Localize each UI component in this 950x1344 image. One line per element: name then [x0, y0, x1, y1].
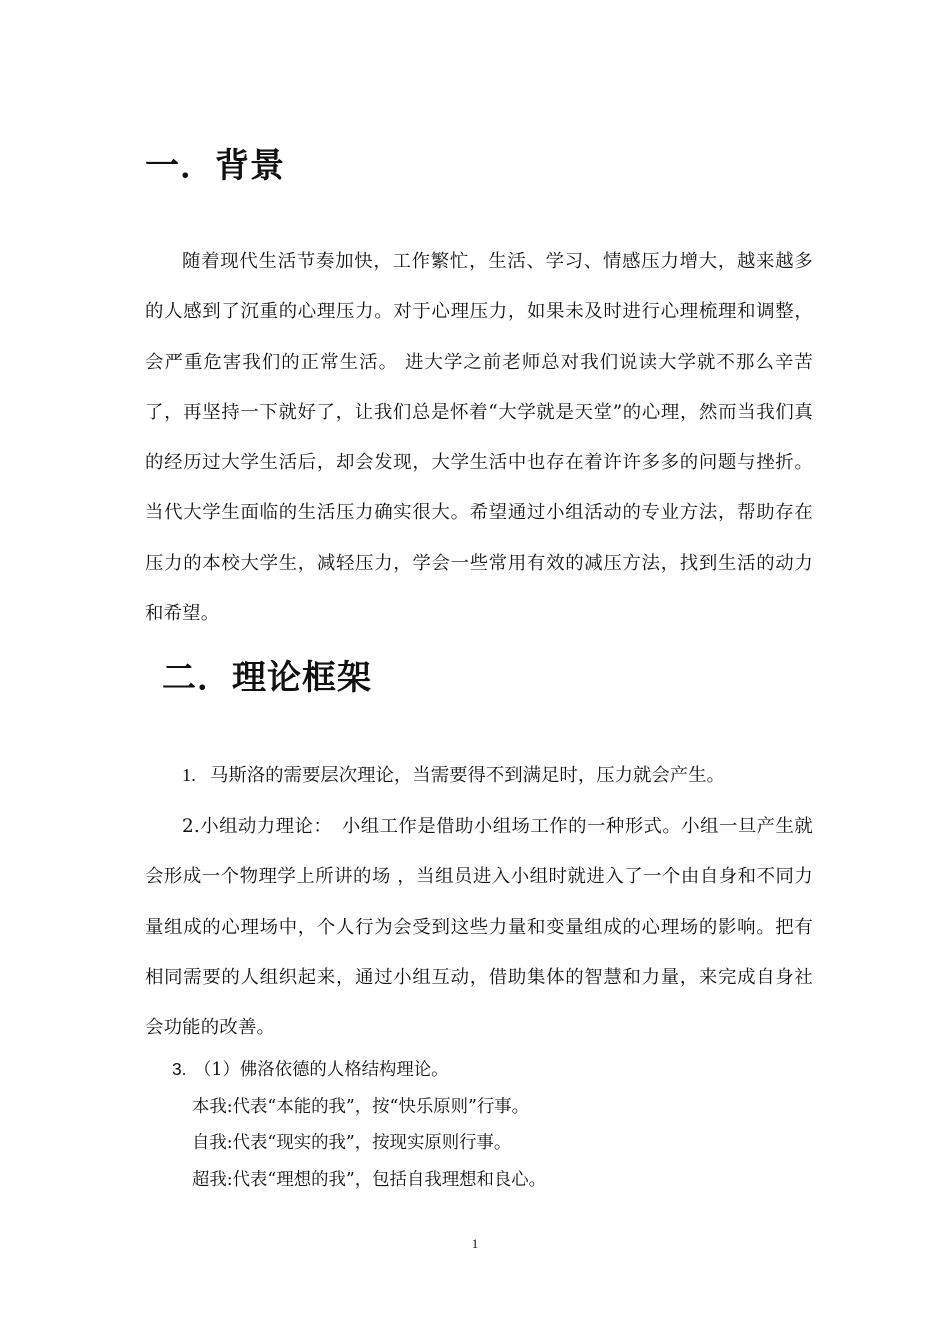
theory-item-3-title — [172, 1051, 546, 1089]
page-number: 1 — [471, 1236, 479, 1251]
section-heading-background: 一．背景 — [145, 146, 285, 186]
theory-item-1 — [182, 760, 725, 791]
background-paragraph: 随着现代生活节奏加快，工作繁忙，生活、学习、情感压力增大，越来越多的人感到了沉重的心理压力。对于心理压力，如果未及时进行心理梳理和调整，会严重危害我们的正常生活。 进大学之前老师总对我们说读大学就不那么辛苦了，再坚持一下就好了，让我们总是怀着“大学就是天堂”的心理，然而当我们真的经历过大学生活后，却会发现，大学生活中也存在着许许多多的问题与挫折。当代大学生面临的生活压力确实很大。希望通过小组活动的专业方法，帮助存在压力的本校大学生，减轻压力，学会一些常用有效的减压方法，找到生活的动力和希望。 — [145, 251, 813, 625]
item-number: 1. — [182, 765, 196, 785]
theory-item-3 — [172, 1051, 546, 1198]
list-item-id: 本我:代表“本能的我”，按“快乐原则”行事。 — [192, 1096, 530, 1117]
section-heading-theory-framework: 二．理论框架 — [162, 658, 372, 698]
list-item-ego: 自我:代表“现实的我”，按现实原则行事。 — [192, 1133, 512, 1153]
theory-item-2-paragraph: 2.小组动力理论： 小组工作是借助小组场工作的一种形式。小组一旦产生就会形成一个物理学上所讲的场 ，当组员进入小组时就进入了一个由自身和不同力量组成的心理场中，个人行为会受到这些力量和变量组成的心理场的影响。把有相同需要的人组织起来，通过小组互动，借助集体的智慧和力量，来完成自身社会功能的改善。 — [145, 816, 813, 1039]
item-text: （1）佛洛依德的人格结构理论。 — [194, 1060, 449, 1080]
item-text: 马斯洛的需要层次理论，当需要得不到满足时，压力就会产生。 — [210, 765, 725, 786]
item-number: 3. — [172, 1059, 187, 1079]
list-item-superego: 超我:代表“理想的我”，包括自我理想和良心。 — [192, 1169, 547, 1190]
